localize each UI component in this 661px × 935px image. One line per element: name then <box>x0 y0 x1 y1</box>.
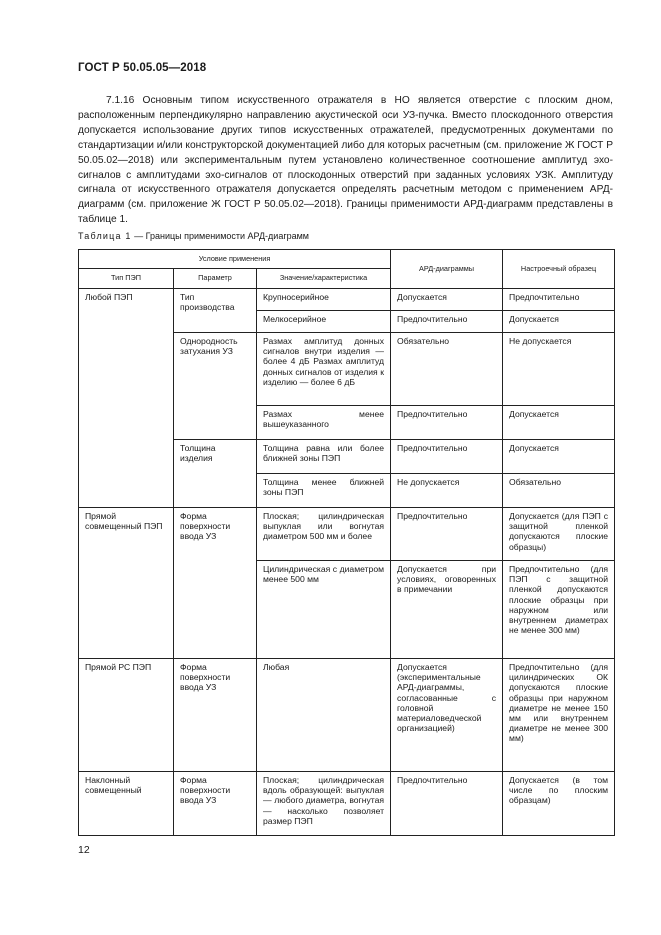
body-paragraph: 7.1.16 Основным типом искусственного отражателя в НО является отверстие с плоским дном, расположенным перпендикулярно направлению акустической оси УЗ-пучка. Вместо плоскодонного отверстия допускается использование других типов искусственных отражателей, предусмотренных документами по стандартизации и/или конструкторской документацией либо для которых расчетным (см. приложение Ж ГОСТ Р 50.05.02—2018) или экспериментальным путем установлено количественное соотношение амплитуд эхо-сигналов с амплитудами эхо-сигналов от плоскодонных отверстий при заданных условиях УЗК. Амплитуду сигнала от искусственного отражателя допускается определять расчетным методом с применением АРД-диаграмм (см. приложение Ж ГОСТ Р 50.05.02—2018). Границы применимости АРД-диаграмм представлены в таблице 1. <box>78 95 614 226</box>
value-cell: Толщина менее ближней зоны ПЭП <box>257 474 391 508</box>
applicability-table <box>78 249 615 836</box>
value-cell: Любая <box>257 659 391 772</box>
sample-cell: Не допускается <box>503 333 615 406</box>
table-caption <box>78 231 309 241</box>
sample-cell: Допускается (для ПЭП с защитной пленкой допускаются плоские образцы) <box>503 508 615 561</box>
table-caption-label: Таблица 1 <box>78 231 132 241</box>
header-value: Значение/характеристика <box>257 269 391 289</box>
sample-cell: Обязательно <box>503 474 615 508</box>
param-cell-production: Тип производства <box>174 289 257 333</box>
table-caption-text: — Границы применимости АРД-диаграмм <box>131 231 309 241</box>
table-row <box>79 772 615 836</box>
ard-cell: Предпочтительно <box>391 406 503 440</box>
pep-cell-straight-combined: Прямой совмещенный ПЭП <box>79 508 174 659</box>
ard-cell: Предпочтительно <box>391 508 503 561</box>
header-sample: Настроечный образец <box>503 250 615 289</box>
value-cell: Крупносерийное <box>257 289 391 311</box>
table-row <box>79 289 615 311</box>
ard-cell: Обязательно <box>391 333 503 406</box>
header-conditions: Условие применения <box>79 250 391 269</box>
header-parameter: Параметр <box>174 269 257 289</box>
value-cell: Мелкосерийное <box>257 311 391 333</box>
sample-cell: Допускается (в том числе по плоским образцам) <box>503 772 615 836</box>
ard-cell: Предпочтительно <box>391 311 503 333</box>
value-cell: Размах амплитуд донных сигналов внутри изделия — более 4 дБ Размах амплитуд донных сигналов от изделия к изделию — более 6 дБ <box>257 333 391 406</box>
sample-cell: Предпочтительно (для ПЭП с защитной пленкой допускаются плоские образцы при наружном или внутреннем диаметрах не менее 300 мм) <box>503 561 615 659</box>
value-cell: Цилиндрическая с диаметром менее 500 мм <box>257 561 391 659</box>
pep-cell-inclined: Наклонный совмещенный <box>79 772 174 836</box>
sample-cell: Предпочтительно <box>503 289 615 311</box>
value-cell: Размах менее вышеуказанного <box>257 406 391 440</box>
ard-cell: Предпочтительно <box>391 440 503 474</box>
value-cell: Плоская; цилиндрическая выпуклая или вогнутая диаметром 500 мм и более <box>257 508 391 561</box>
ard-cell: Допускается при условиях, оговоренных в примечании <box>391 561 503 659</box>
param-cell-surface: Форма поверхности ввода УЗ <box>174 659 257 772</box>
param-cell-attenuation: Однородность затухания УЗ <box>174 333 257 440</box>
param-cell-surface: Форма поверхности ввода УЗ <box>174 772 257 836</box>
param-cell-thickness: Толщина изделия <box>174 440 257 508</box>
ard-cell: Не допускается <box>391 474 503 508</box>
value-cell: Толщина равна или более ближней зоны ПЭП <box>257 440 391 474</box>
value-cell: Плоская; цилиндрическая вдоль образующей: выпуклая — любого диаметра, вогнутая — насколько позволяет размер ПЭП <box>257 772 391 836</box>
ard-cell: Предпочтительно <box>391 772 503 836</box>
sample-cell: Допускается <box>503 311 615 333</box>
pep-cell-any: Любой ПЭП <box>79 289 174 508</box>
document-header-id: ГОСТ Р 50.05.05—2018 <box>78 62 207 74</box>
header-ard: АРД-диаграммы <box>391 250 503 289</box>
sample-cell: Допускается <box>503 406 615 440</box>
sample-cell: Предпочтительно (для цилиндрических ОК допускаются плоские образцы при наружном диаметре не менее 150 мм или внутреннем диаметре не менее 300 мм) <box>503 659 615 772</box>
table-row <box>79 508 615 561</box>
pep-cell-straight-rs: Прямой РС ПЭП <box>79 659 174 772</box>
header-pep-type: Тип ПЭП <box>79 269 174 289</box>
ard-cell: Допускается (экспериментальные АРД-диаграммы, согласованные с головной материаловедческой организацией) <box>391 659 503 772</box>
ard-cell: Допускается <box>391 289 503 311</box>
sample-cell: Допускается <box>503 440 615 474</box>
page-number: 12 <box>78 844 90 856</box>
param-cell-surface: Форма поверхности ввода УЗ <box>174 508 257 659</box>
table-row <box>79 659 615 772</box>
table-header-row <box>79 250 615 269</box>
